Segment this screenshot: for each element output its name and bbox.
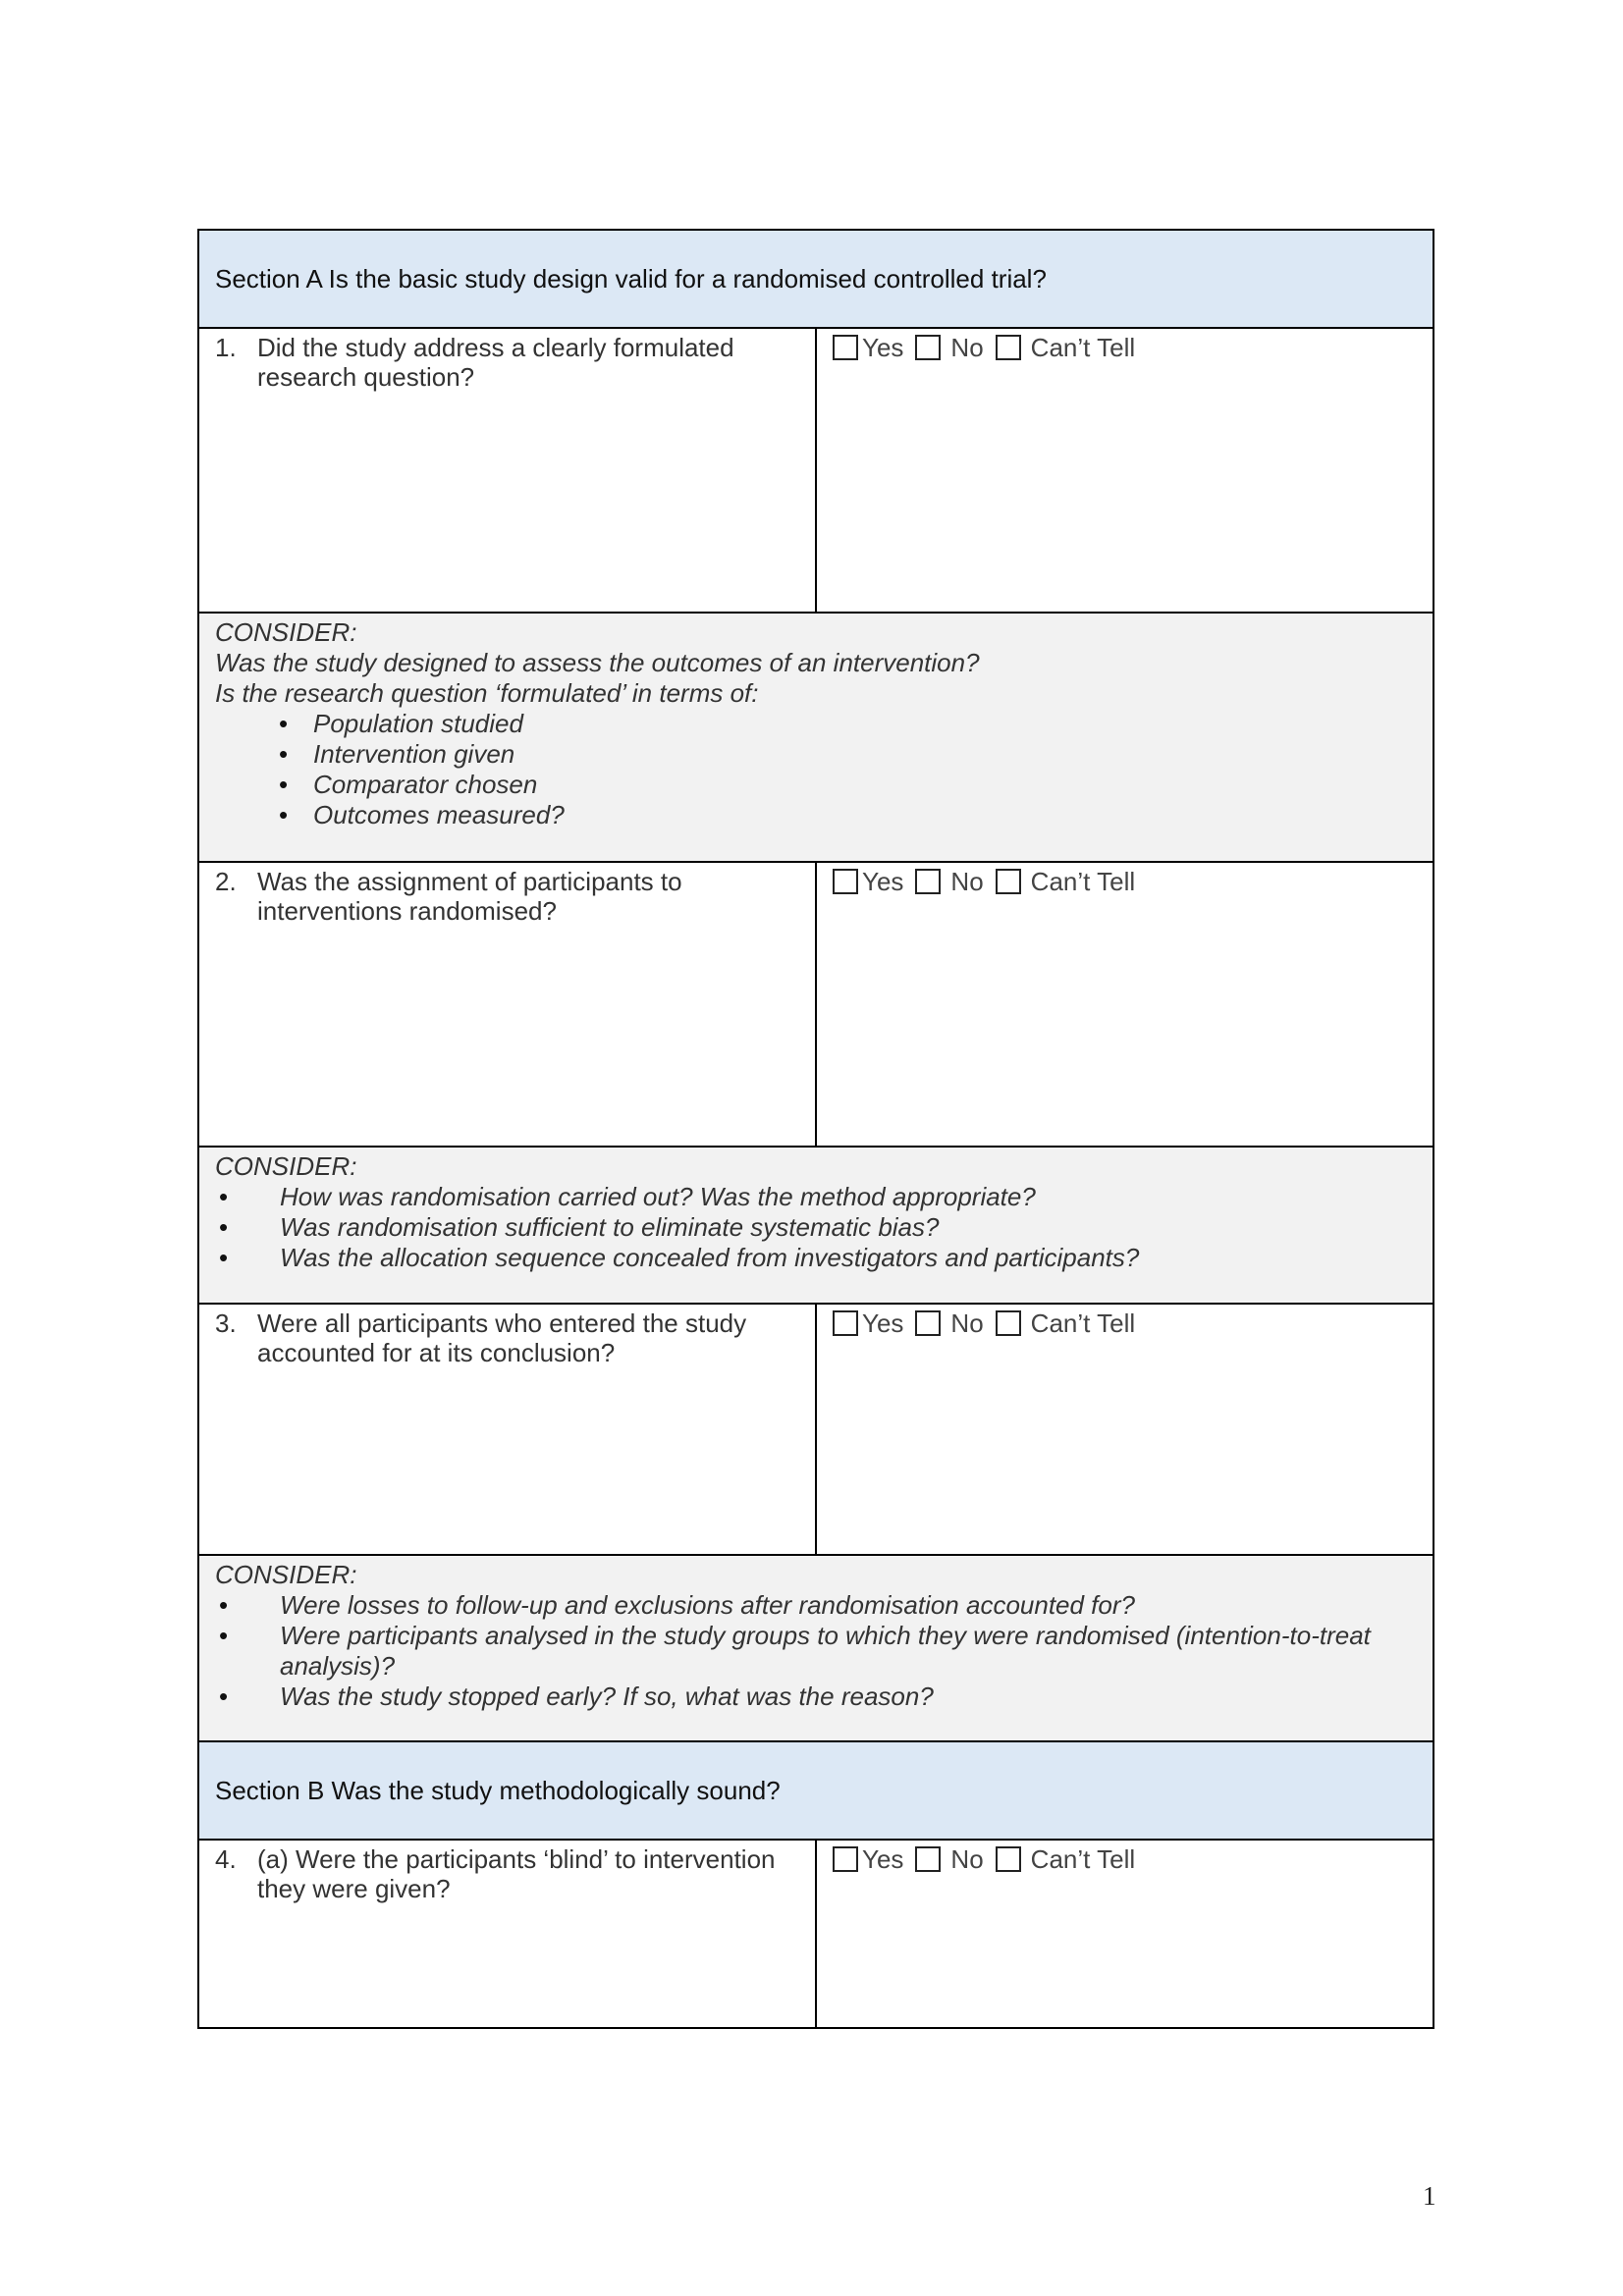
- no-label: No: [950, 1844, 984, 1874]
- consider-3-bullet: • Was the study stopped early? If so, what was the reason?: [215, 1682, 1417, 1712]
- consider-1-line-2: Is the research question ‘formulated’ in terms of:: [215, 678, 759, 708]
- question-3-text: Were all participants who entered the study accounted for at its conclusion?: [257, 1308, 747, 1367]
- question-2-cell: [198, 862, 816, 1147]
- q4-yes-checkbox[interactable]: [833, 1846, 858, 1872]
- question-3-options: [833, 1308, 1417, 1338]
- yes-label: Yes: [862, 867, 904, 896]
- q3-yes-checkbox[interactable]: [833, 1310, 858, 1336]
- q4-cant-tell-checkbox[interactable]: [996, 1846, 1021, 1872]
- consider-1-bullet: • Population studied: [215, 709, 1417, 739]
- q1-cant-tell-checkbox[interactable]: [996, 335, 1021, 360]
- question-1-answer-cell: [816, 328, 1434, 613]
- consider-1-bullet: • Comparator chosen: [215, 770, 1417, 800]
- no-label: No: [950, 333, 984, 362]
- consider-1-row: [198, 613, 1434, 862]
- consider-2-label: CONSIDER:: [215, 1151, 357, 1181]
- consider-3-bullets: [215, 1590, 1417, 1712]
- question-1-options: [833, 333, 1417, 362]
- consider-2-cell: [198, 1147, 1434, 1304]
- question-4-row: [198, 1840, 1434, 2028]
- question-4-options: [833, 1844, 1417, 1874]
- q2-no-checkbox[interactable]: [915, 869, 941, 894]
- consider-2-bullet: • Was the allocation sequence concealed from investigators and participants?: [215, 1243, 1417, 1273]
- section-b-header-row: [198, 1741, 1434, 1840]
- question-2-row: [198, 862, 1434, 1147]
- no-label: No: [950, 867, 984, 896]
- consider-2-bullet: • How was randomisation carried out? Was the method appropriate?: [215, 1182, 1417, 1212]
- section-a-header-row: [198, 230, 1434, 328]
- consider-3-cell: [198, 1555, 1434, 1741]
- q3-no-checkbox[interactable]: [915, 1310, 941, 1336]
- question-2-text: Was the assignment of participants to interventions randomised?: [257, 867, 682, 926]
- consider-2-bullet: • Was randomisation sufficient to eliminate systematic bias?: [215, 1212, 1417, 1243]
- cant-tell-label: Can’t Tell: [1030, 1308, 1136, 1338]
- question-4-cell: [198, 1840, 816, 2028]
- cant-tell-label: Can’t Tell: [1030, 867, 1136, 896]
- question-4-text: (a) Were the participants ‘blind’ to intervention they were given?: [257, 1844, 776, 1903]
- consider-1-bullets: [215, 709, 1417, 830]
- section-b-title: Section B Was the study methodologically sound?: [198, 1741, 1434, 1840]
- q2-cant-tell-checkbox[interactable]: [996, 869, 1021, 894]
- question-3-number: 3.: [215, 1308, 237, 1338]
- appraisal-form-table: [197, 229, 1434, 2029]
- consider-1-bullet: • Intervention given: [215, 739, 1417, 770]
- q3-cant-tell-checkbox[interactable]: [996, 1310, 1021, 1336]
- yes-label: Yes: [862, 1308, 904, 1338]
- consider-1-label: CONSIDER:: [215, 617, 357, 647]
- consider-2-row: [198, 1147, 1434, 1304]
- consider-1-bullet: • Outcomes measured?: [215, 800, 1417, 830]
- question-1-cell: [198, 328, 816, 613]
- consider-1-cell: [198, 613, 1434, 862]
- question-2-options: [833, 867, 1417, 896]
- consider-3-bullet: • Were losses to follow-up and exclusions after randomisation accounted for?: [215, 1590, 1417, 1621]
- question-1-row: [198, 328, 1434, 613]
- q1-yes-checkbox[interactable]: [833, 335, 858, 360]
- consider-3-bullet: • Were participants analysed in the study groups to which they were randomised (intention-to-treat analysis)?: [215, 1621, 1417, 1682]
- section-a-title: Section A Is the basic study design valid for a randomised controlled trial?: [198, 230, 1434, 328]
- consider-3-row: [198, 1555, 1434, 1741]
- yes-label: Yes: [862, 1844, 904, 1874]
- q4-no-checkbox[interactable]: [915, 1846, 941, 1872]
- question-3-row: [198, 1304, 1434, 1555]
- q1-no-checkbox[interactable]: [915, 335, 941, 360]
- consider-2-bullets: [215, 1182, 1417, 1273]
- consider-1-line-1: Was the study designed to assess the outcomes of an intervention?: [215, 648, 980, 677]
- question-2-number: 2.: [215, 867, 237, 896]
- no-label: No: [950, 1308, 984, 1338]
- question-4-answer-cell: [816, 1840, 1434, 2028]
- question-4-number: 4.: [215, 1844, 237, 1874]
- yes-label: Yes: [862, 333, 904, 362]
- question-3-cell: [198, 1304, 816, 1555]
- consider-3-label: CONSIDER:: [215, 1560, 357, 1589]
- cant-tell-label: Can’t Tell: [1030, 1844, 1136, 1874]
- q2-yes-checkbox[interactable]: [833, 869, 858, 894]
- question-3-answer-cell: [816, 1304, 1434, 1555]
- cant-tell-label: Can’t Tell: [1030, 333, 1136, 362]
- question-1-number: 1.: [215, 333, 237, 362]
- question-2-answer-cell: [816, 862, 1434, 1147]
- page-number: 1: [1423, 2181, 1436, 2211]
- question-1-text: Did the study address a clearly formulated research question?: [257, 333, 734, 392]
